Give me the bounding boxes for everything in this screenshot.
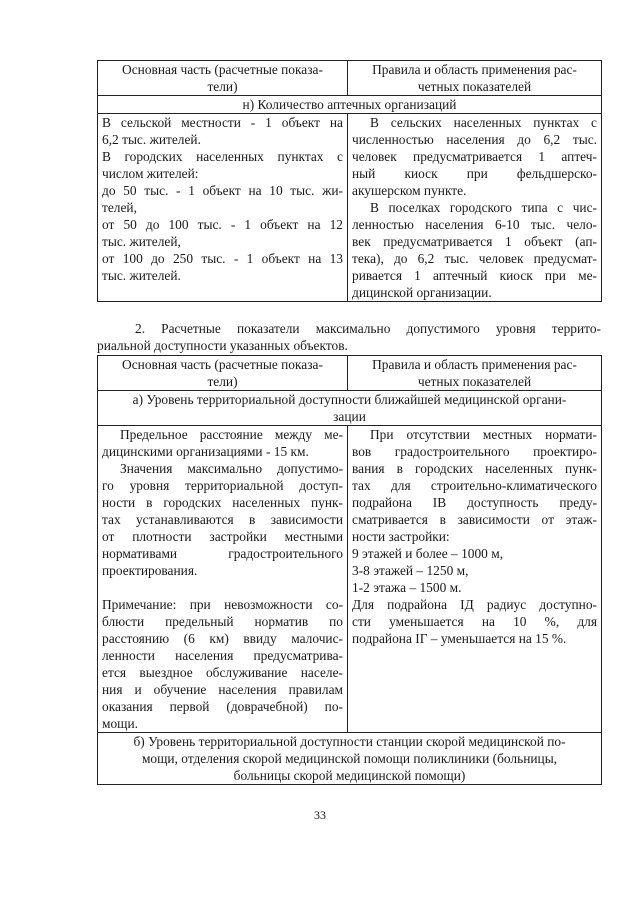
header-right-line: четных показателей — [417, 79, 532, 94]
section-b-line: б) Уровень территориальной доступности станции скорой медицинской по- — [133, 734, 566, 749]
section-b-line: мощи, отделения скорой медицинской помощи поликлиники (больницы, — [141, 751, 558, 766]
left-content-cell — [98, 114, 348, 302]
text-line: век предусматривается 1 объект (ап- — [352, 234, 597, 249]
text-line: 3-8 этажей – 1250 м, — [352, 563, 469, 578]
header-right-line: Правила и область применения рас- — [372, 357, 577, 372]
text-line: сматривается в зависимости от этаж- — [352, 512, 597, 527]
text-line: от 100 до 250 тыс. - 1 объект на 13 — [102, 251, 343, 266]
text-line: численностью населения до 6,2 тыс. — [352, 132, 597, 147]
section-a-cell — [98, 391, 602, 426]
text-line: от плотности застройки местными — [102, 529, 343, 544]
text-line: В сельских населенных пунктах с — [370, 115, 597, 130]
text-line: ности в городских населенных пунк- — [102, 495, 343, 510]
text-line: числом жителей: — [102, 166, 199, 181]
table-header-row — [98, 356, 602, 391]
text-line: ности застройки: — [352, 529, 450, 544]
text-line: При отсутствии местных нормати- — [370, 427, 597, 442]
text-line: 9 этажей и более – 1000 м, — [352, 546, 504, 561]
pharmacy-table — [97, 60, 602, 302]
text-line: человек предусматривается 1 аптеч- — [352, 149, 597, 164]
section-row — [98, 733, 602, 785]
text-line: дицинской организации. — [352, 285, 492, 300]
text-line: В поселках городского типа с чис- — [370, 200, 597, 215]
header-right-cell — [348, 356, 602, 391]
text-line: сти уменьшается на 10 %, для — [352, 614, 597, 629]
text-line: ния и обучение населения правилам — [102, 682, 343, 697]
text-line: оказания первой (доврачебной) по- — [102, 699, 343, 714]
text-line: акушерском пункте. — [352, 183, 467, 198]
table-row — [98, 114, 602, 302]
blank-line — [102, 579, 343, 596]
text-line: блюсти предельный норматив по — [102, 614, 343, 629]
text-line: Для подрайона IД радиус доступно- — [352, 597, 597, 612]
section-row — [98, 391, 602, 426]
text-line: Предельное расстояние между ме- — [120, 427, 343, 442]
text-line: ленностью населения 6-10 тыс. чело- — [352, 217, 597, 232]
text-line: ный киоск при фельдшерско- — [352, 166, 597, 181]
section-title-cell — [98, 96, 602, 114]
section-a-line: а) Уровень территориальной доступности ближайшей медицинской органи- — [132, 392, 567, 407]
header-right-line: четных показателей — [417, 374, 532, 389]
text-line: тах для строительно-климатического — [352, 478, 597, 493]
section-a-line: зации — [333, 409, 366, 424]
right-content-cell — [348, 426, 602, 733]
text-line: тыс. жителей, — [102, 234, 181, 249]
section-b-line: больницы скорой медицинской помощи) — [233, 768, 466, 783]
table-header-row — [98, 61, 602, 96]
header-right-line: Правила и область применения рас- — [372, 62, 577, 77]
text-line: Значения максимально допустимо- — [120, 461, 343, 476]
text-line: вов градостроительного проектиро- — [352, 444, 597, 459]
text-line: расстоянию (6 км) ввиду малочис- — [102, 631, 343, 646]
header-left-line: тели) — [207, 374, 238, 389]
section-title: н) Количество аптечных организаций — [242, 97, 457, 112]
text-line: тах устанавливаются в зависимости — [102, 512, 343, 527]
header-left-line: Основная часть (расчетные показа- — [122, 62, 323, 77]
text-line: ется выездное обслуживание населе- — [102, 665, 343, 680]
text-line: телей, — [102, 200, 137, 215]
section-paragraph — [97, 320, 601, 354]
section-row — [98, 96, 602, 114]
header-left-cell — [98, 61, 348, 96]
accessibility-table — [97, 355, 602, 785]
header-left-line: Основная часть (расчетные показа- — [122, 357, 323, 372]
text-line: го уровня территориальной доступ- — [102, 478, 343, 493]
text-line: В сельской местности - 1 объект на — [102, 115, 343, 130]
text-line: тыс. жителей. — [102, 268, 181, 283]
text-line: подрайона IB доступность преду- — [352, 495, 597, 510]
header-right-cell — [348, 61, 602, 96]
text-line: ривается 1 аптечный киоск при ме- — [352, 268, 597, 283]
text-line: В городских населенных пунктах с — [102, 149, 343, 164]
left-content-cell — [98, 426, 348, 733]
section-b-cell — [98, 733, 602, 785]
page-number: 33 — [314, 808, 326, 822]
text-line: подрайона IГ – уменьшается на 15 %. — [352, 631, 567, 646]
table-row — [98, 426, 602, 733]
text-line: дицинскими организациями - 15 км. — [102, 444, 309, 459]
text-line: мощи. — [102, 716, 138, 731]
text-line: 1-2 этажа – 1500 м. — [352, 580, 462, 595]
text-line: 6,2 тыс. жителей. — [102, 132, 201, 147]
paragraph-line: 2. Расчетные показатели максимально допустимого уровня террито- — [135, 321, 601, 336]
text-line: вания в городских населенных пунк- — [352, 461, 597, 476]
text-line: от 50 до 100 тыс. - 1 объект на 12 — [102, 217, 343, 232]
text-line: ленности населения предусматрива- — [102, 648, 343, 663]
paragraph-line: риальной доступности указанных объектов. — [97, 338, 348, 353]
header-left-line: тели) — [207, 79, 238, 94]
right-content-cell — [348, 114, 602, 302]
text-line: нормативами градостроительного — [102, 546, 343, 561]
header-left-cell — [98, 356, 348, 391]
text-line: проектирования. — [102, 563, 198, 578]
text-line: до 50 тыс. - 1 объект на 10 тыс. жи- — [102, 183, 343, 198]
text-line: тека), до 6,2 тыс. человек предусмат- — [352, 251, 597, 266]
text-line: Примечание: при невозможности со- — [102, 597, 343, 612]
